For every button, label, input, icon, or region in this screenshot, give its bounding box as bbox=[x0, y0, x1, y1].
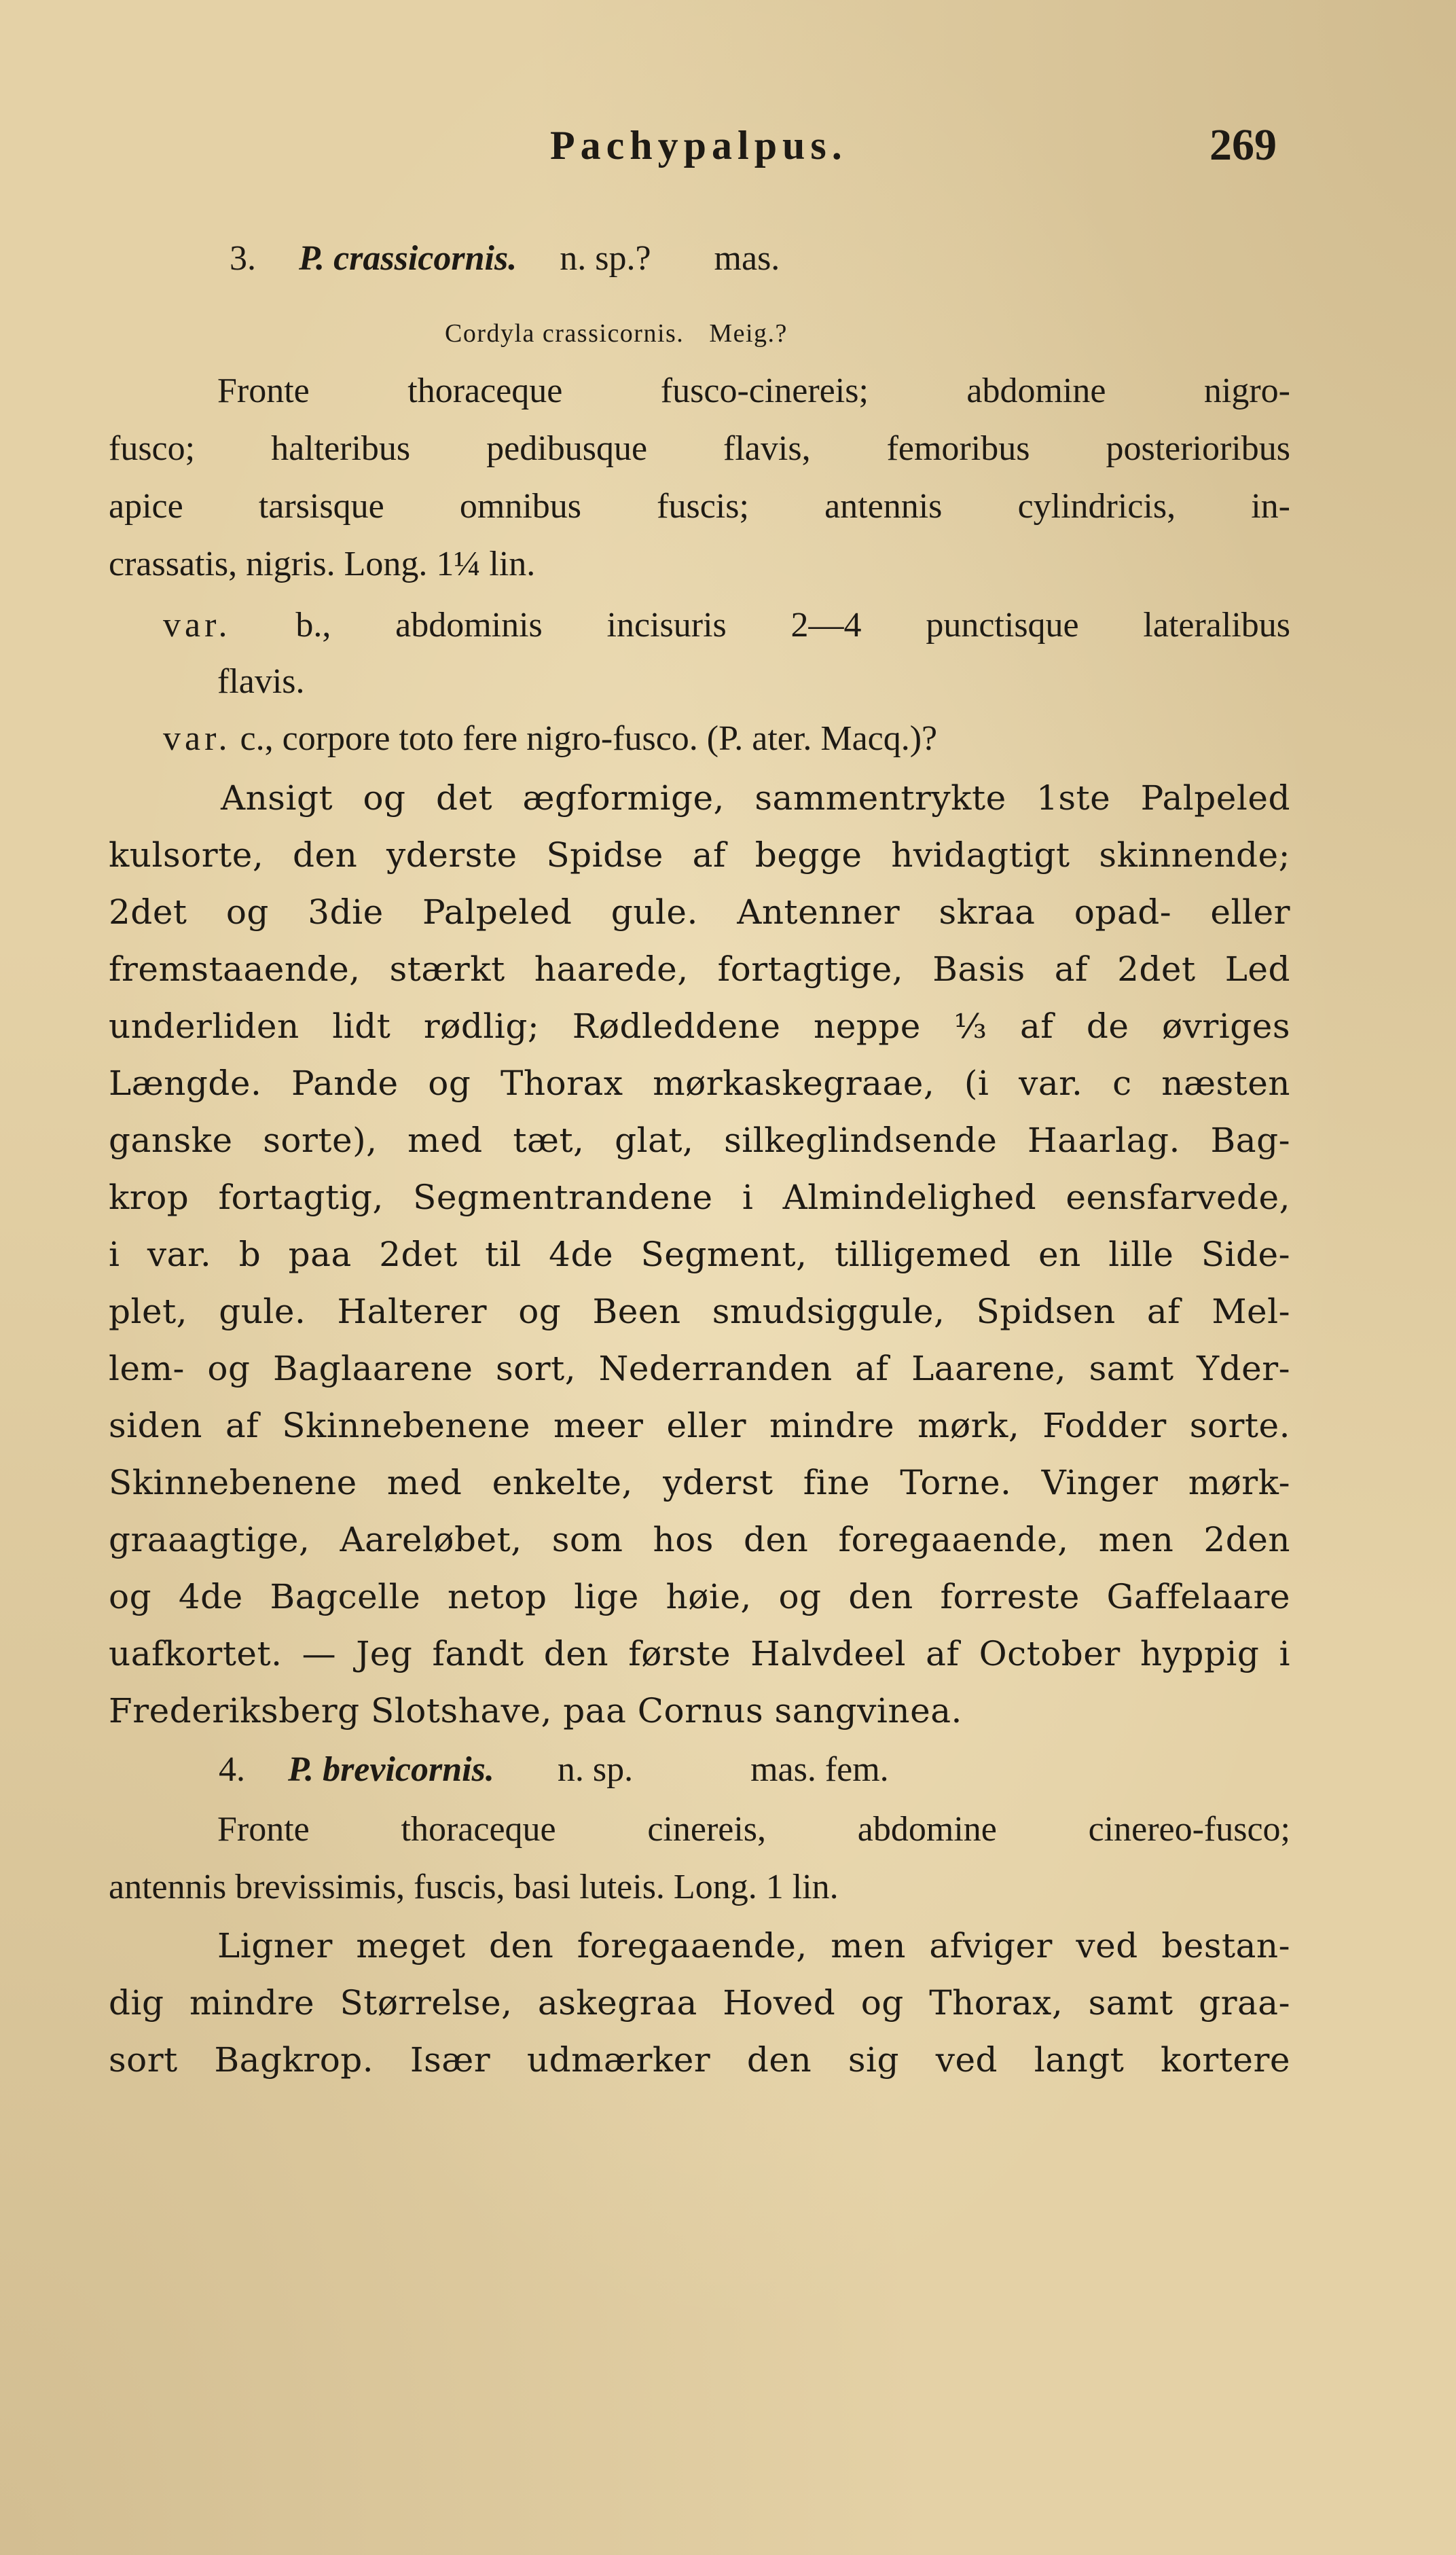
description-line: krop fortagtig, Segmentrandene i Almindelighed eensfarvede, bbox=[109, 1178, 1290, 1217]
description-line: plet, gule. Halterer og Been smudsiggule, Spidsen af Mel- bbox=[109, 1292, 1290, 1331]
species-status: n. sp.? bbox=[560, 239, 651, 278]
species-genus: P. bbox=[299, 239, 325, 278]
description-line: Længde. Pande og Thorax mørkaskegraae, (i var. c næsten bbox=[109, 1064, 1290, 1103]
description-line: kulsorte, den yderste Spidse af begge hvidagtigt skinnende; bbox=[109, 835, 1290, 875]
variety-label: var. bbox=[163, 719, 232, 758]
variety-text: flavis. bbox=[217, 662, 305, 701]
description-line: Frederiksberg Slotshave, paa Cornus sangvinea. bbox=[109, 1691, 962, 1730]
description-line: i var. b paa 2det til 4de Segment, tilligemed en lille Side- bbox=[109, 1235, 1290, 1274]
description-line: dig mindre Størrelse, askegraa Hoved og Thorax, samt graa- bbox=[109, 1983, 1290, 2023]
description-line: lem- og Baglaarene sort, Nederranden af Laarene, samt Yder- bbox=[109, 1349, 1290, 1388]
description-line: uafkortet. — Jeg fandt den første Halvdeel af October hyppig i bbox=[109, 1634, 1290, 1673]
species-heading bbox=[219, 1752, 889, 1788]
description-line: Ligner meget den foregaaende, men afviger ved bestan- bbox=[217, 1926, 1290, 1965]
variety-text: c., corpore toto fere nigro-fusco. (P. ater. Macq.)? bbox=[240, 719, 938, 758]
synonym-name: Cordyla crassicornis. bbox=[445, 319, 685, 348]
description-line: graaagtige, Aareløbet, som hos den foregaaende, men 2den bbox=[109, 1520, 1290, 1559]
diagnosis-line: Fronte thoraceque cinereis, abdomine cinereo-fusco; bbox=[217, 1810, 1290, 1849]
species-number: 4. bbox=[219, 1750, 245, 1789]
description-line: siden af Skinnebenene meer eller mindre mørk, Fodder sorte. bbox=[109, 1406, 1290, 1445]
species-heading bbox=[230, 241, 780, 276]
species-sex: mas. fem. bbox=[750, 1750, 889, 1789]
running-title: Pachypalpus. bbox=[550, 123, 848, 168]
diagnosis-line: Fronte thoraceque fusco-cinereis; abdomine nigro- bbox=[217, 372, 1290, 410]
description-line: 2det og 3die Palpeled gule. Antenner skraa opad- eller bbox=[109, 892, 1290, 932]
species-number: 3. bbox=[230, 239, 256, 278]
species-sex: mas. bbox=[714, 239, 780, 278]
description-line: fremstaaende, stærkt haarede, fortagtige, Basis af 2det Led bbox=[109, 949, 1290, 989]
diagnosis-line: apice tarsisque omnibus fuscis; antennis cylindricis, in- bbox=[109, 487, 1290, 526]
species-status: n. sp. bbox=[557, 1750, 634, 1789]
variety-label: var. bbox=[163, 606, 232, 645]
species-genus: P. bbox=[288, 1750, 314, 1789]
description-line: ganske sorte), med tæt, glat, silkeglindsende Haarlag. Bag- bbox=[109, 1121, 1290, 1160]
diagnosis-line: antennis brevissimis, fuscis, basi luteis. Long. 1 lin. bbox=[109, 1868, 839, 1906]
variety-text: b., abdominis incisuris 2—4 punctisque lateralibus bbox=[295, 606, 1291, 645]
description-line: underliden lidt rødlig; Rødleddene neppe ⅓ af de øvriges bbox=[109, 1007, 1290, 1046]
description-line: sort Bagkrop. Især udmærker den sig ved langt kortere bbox=[109, 2040, 1290, 2080]
description-line: og 4de Bagcelle netop lige høie, og den forreste Gaffelaare bbox=[109, 1577, 1290, 1616]
synonym bbox=[445, 321, 788, 346]
species-name: crassicornis. bbox=[333, 239, 517, 278]
species-name: brevicornis. bbox=[323, 1750, 494, 1789]
page-number: 269 bbox=[1209, 120, 1277, 170]
description-line: Skinnebenene med enkelte, yderst fine Torne. Vinger mørk- bbox=[109, 1463, 1290, 1502]
diagnosis-line: crassatis, nigris. Long. 1¼ lin. bbox=[109, 545, 536, 583]
variety-c bbox=[163, 721, 937, 757]
synonym-author: Meig.? bbox=[709, 319, 788, 348]
book-page bbox=[109, 102, 1290, 2479]
description-line: Ansigt og det ægformige, sammentrykte 1ste Palpeled bbox=[221, 778, 1290, 818]
page-header bbox=[109, 102, 1290, 177]
variety-b bbox=[163, 608, 1290, 643]
diagnosis-line: fusco; halteribus pedibusque flavis, femoribus posterioribus bbox=[109, 429, 1290, 468]
